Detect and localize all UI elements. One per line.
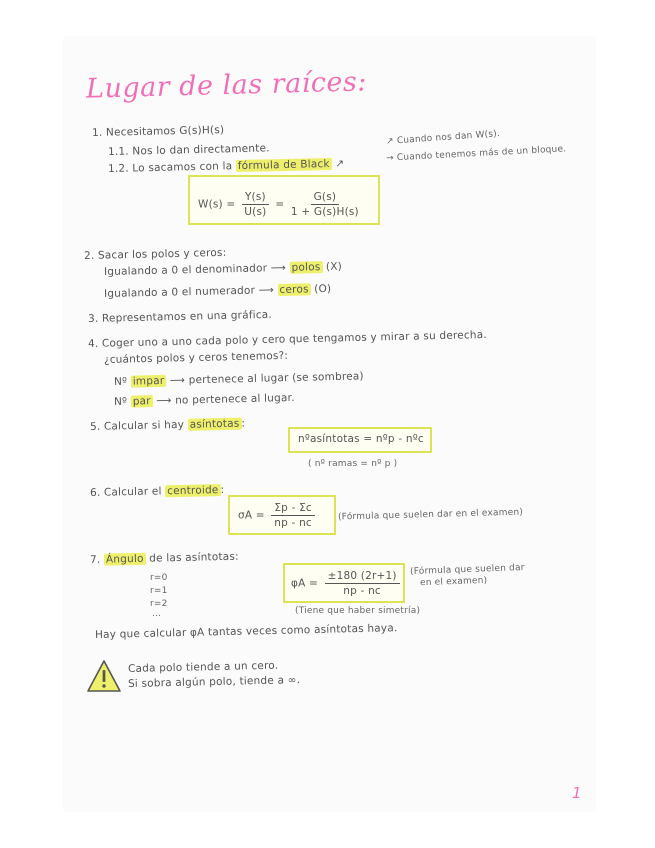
asymptotes-formula: nºasíntotas = nºp - nºc bbox=[298, 433, 424, 445]
section-2-line2: Igualando a 0 el numerador ⟶ ceros (O) bbox=[103, 282, 332, 300]
section-1-sub2-text: 1.2. Lo sacamos con la bbox=[107, 160, 233, 175]
black-formula-highlight: fórmula de Black bbox=[237, 157, 330, 173]
section-6-heading: 6. Calcular el centroide : bbox=[89, 483, 225, 499]
page-title: Lugar de las raíces: bbox=[85, 66, 368, 105]
section-2-heading: 2. Sacar los polos y ceros: bbox=[83, 246, 227, 262]
warning-line-1: Cada polo tiende a un cero. bbox=[127, 659, 279, 675]
section-3-heading: 3. Representamos en una gráfica. bbox=[87, 308, 273, 325]
branches-note: ( nº ramas = nº p ) bbox=[308, 459, 398, 469]
warning-icon bbox=[86, 659, 122, 693]
black-formula: W(s) = $\frac{Y(s)}{U(s)}$ = $\frac{G(s)}{1 + G(s)H(s)}$ bbox=[198, 191, 359, 218]
section-4-odd: Nº impar ⟶ pertenece al lugar (se sombrea) bbox=[113, 370, 364, 388]
section-4-even: Nº par ⟶ no pertenece al lugar. bbox=[113, 391, 295, 408]
note-blocks: → Cuando tenemos más de un bloque. bbox=[385, 144, 567, 164]
angle-formula: φA = $\frac{\pm 180 (2r+1)}{np - nc}$ bbox=[291, 570, 403, 597]
centroid-note: (Fórmula que suelen dar en el examen) bbox=[337, 507, 524, 523]
r-value-more: ... bbox=[152, 609, 162, 619]
black-formula-box bbox=[188, 175, 380, 225]
page-number: 1 bbox=[572, 784, 582, 802]
section-5-heading: 5. Calcular si hay asíntotas : bbox=[89, 417, 246, 433]
asymptote-angle-instruction: Hay que calcular φA tantas veces como asíntotas haya. bbox=[94, 622, 398, 641]
warning-line-2: Si sobra algún polo, tiende a ∞. bbox=[127, 674, 301, 690]
centroid-formula-box bbox=[228, 495, 336, 535]
angle-note-2: en el examen) bbox=[419, 575, 488, 589]
angle-note-1: (Fórmula que suelen dar bbox=[409, 563, 525, 577]
section-1-sub1: 1.1. Nos lo dan directamente. bbox=[107, 142, 270, 158]
r-value-1: r=1 bbox=[150, 586, 168, 596]
section-1-heading: 1. Necesitamos G(s)H(s) bbox=[91, 124, 225, 139]
centroid-formula: σA = $\frac{\Sigma p - \Sigma c}{np - nc}$ bbox=[238, 502, 318, 529]
asymptotes-formula-box bbox=[288, 427, 432, 453]
section-2-line1: Igualando a 0 el denominador ⟶ polos (X) bbox=[103, 260, 343, 278]
symmetry-note: (Tiene que haber simetría) bbox=[295, 606, 421, 616]
arrow-icon: ↗ bbox=[335, 157, 345, 170]
angle-formula-box bbox=[283, 563, 405, 603]
r-value-2: r=2 bbox=[150, 599, 168, 609]
note-direct: ↗ Cuando nos dan W(s). bbox=[385, 129, 501, 147]
section-4-heading: 4. Coger uno a uno cada polo y cero que tengamos y mirar a su derecha. bbox=[87, 328, 488, 350]
section-7-heading: 7. Ángulo de las asíntotas: bbox=[89, 550, 239, 566]
r-value-0: r=0 bbox=[150, 573, 168, 583]
section-4-question: ¿cuántos polos y ceros tenemos?: bbox=[103, 349, 289, 366]
